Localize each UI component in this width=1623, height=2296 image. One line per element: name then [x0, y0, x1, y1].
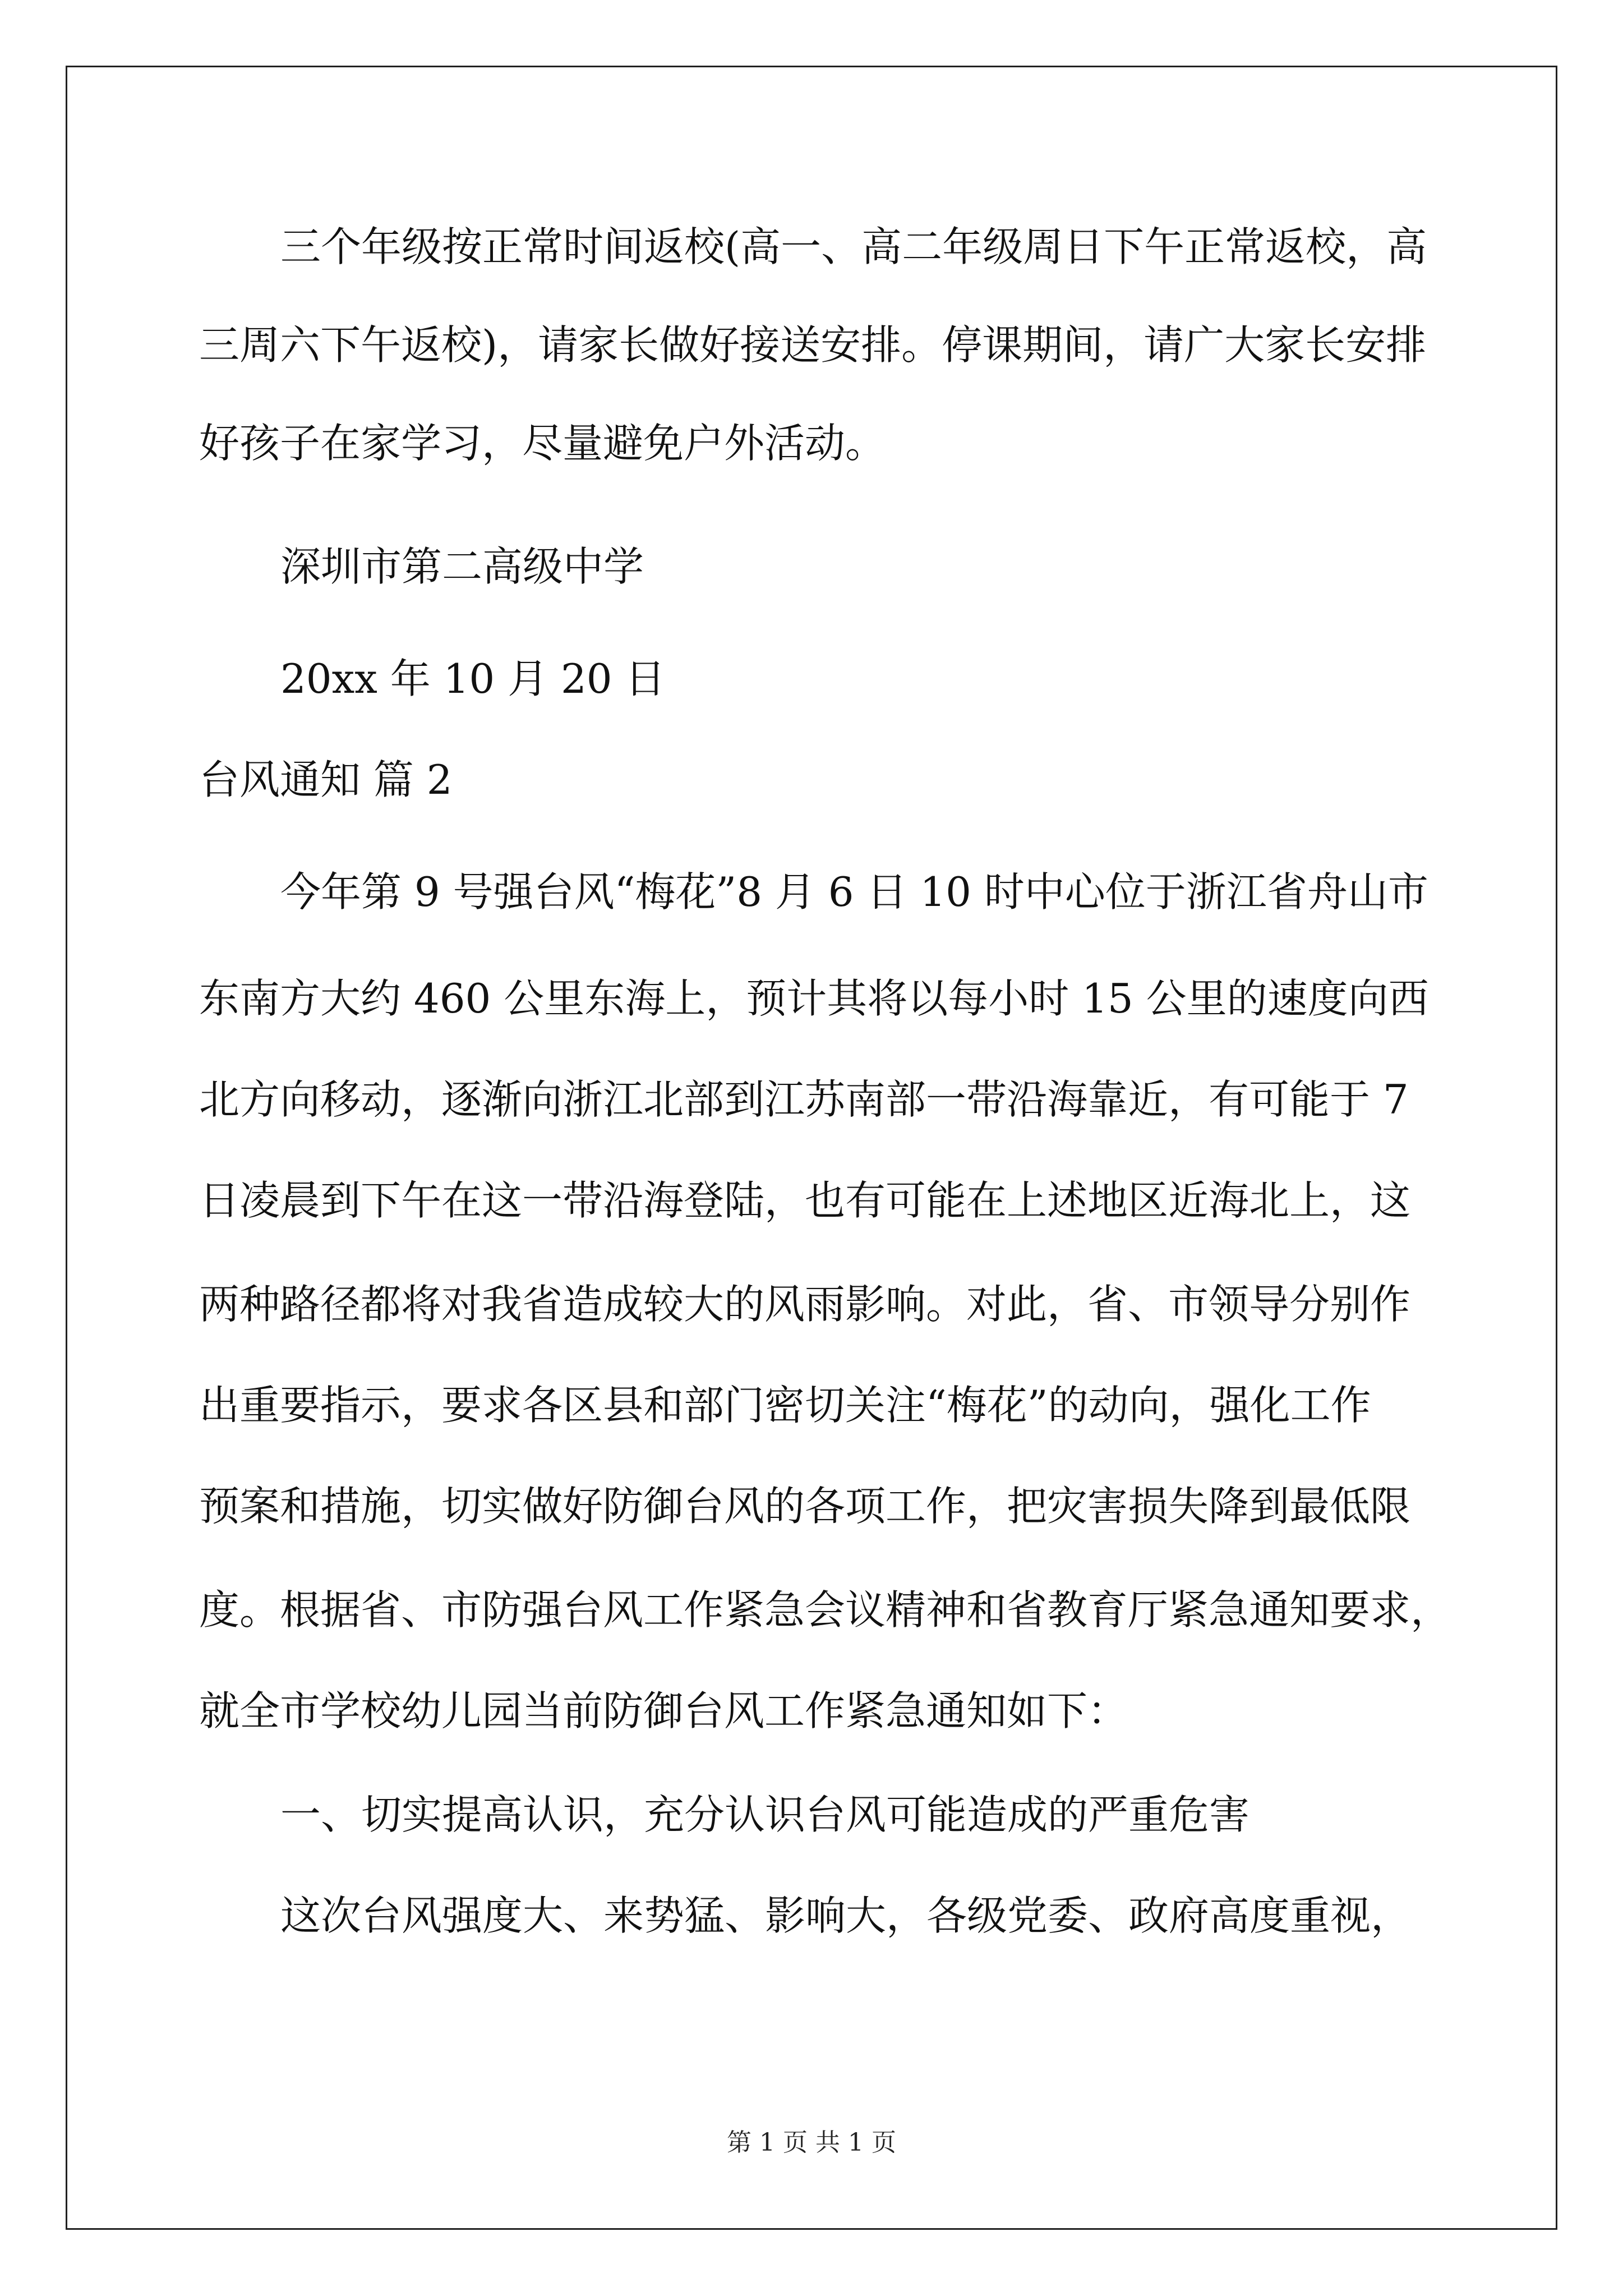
school-name: 深圳市第二高级中学 — [280, 543, 644, 590]
paragraph-line: 三个年级按正常时间返校(高一、高二年级周日下午正常返校，高 — [280, 223, 1427, 270]
paragraph-line: 日凌晨到下午在这一带沿海登陆，也有可能在上述地区近海北上，这 — [199, 1177, 1411, 1224]
paragraph-line: 东南方大约 460 公里东海上，预计其将以每小时 15 公里的速度向西 — [199, 975, 1429, 1022]
paragraph-line: 度。根据省、市防强台风工作紧急会议精神和省教育厅紧急通知要求， — [199, 1586, 1451, 1634]
paragraph-line: 好孩子在家学习，尽量避免户外活动。 — [199, 420, 886, 467]
paragraph-line: 三周六下午返校)，请家长做好接送安排。停课期间，请广大家长安排 — [199, 321, 1427, 369]
paragraph-line: 今年第 9 号强台风“梅花”8 月 6 日 10 时中心位于浙江省舟山市 — [280, 868, 1428, 915]
page-footer: 第 1 页 共 1 页 — [727, 2128, 896, 2157]
subsection-heading: 一、切实提高认识，充分认识台风可能造成的严重危害 — [280, 1791, 1250, 1838]
paragraph-line: 这次台风强度大、来势猛、影响大，各级党委、政府高度重视， — [280, 1892, 1412, 1939]
paragraph-line: 北方向移动，逐渐向浙江北部到江苏南部一带沿海靠近，有可能于 7 — [199, 1076, 1409, 1123]
paragraph-line: 两种路径都将对我省造成较大的风雨影响。对此，省、市领导分别作 — [199, 1281, 1411, 1328]
paragraph-line: 出重要指示，要求各区县和部门密切关注“梅花”的动向，强化工作 — [199, 1382, 1371, 1429]
date-line: 20xx 年 10 月 20 日 — [280, 655, 666, 702]
paragraph-line: 就全市学校幼儿园当前防御台风工作紧急通知如下： — [199, 1687, 1128, 1734]
paragraph-line: 预案和措施，切实做好防御台风的各项工作，把灾害损失降到最低限 — [199, 1483, 1411, 1530]
section-heading: 台风通知 篇 2 — [199, 756, 453, 803]
